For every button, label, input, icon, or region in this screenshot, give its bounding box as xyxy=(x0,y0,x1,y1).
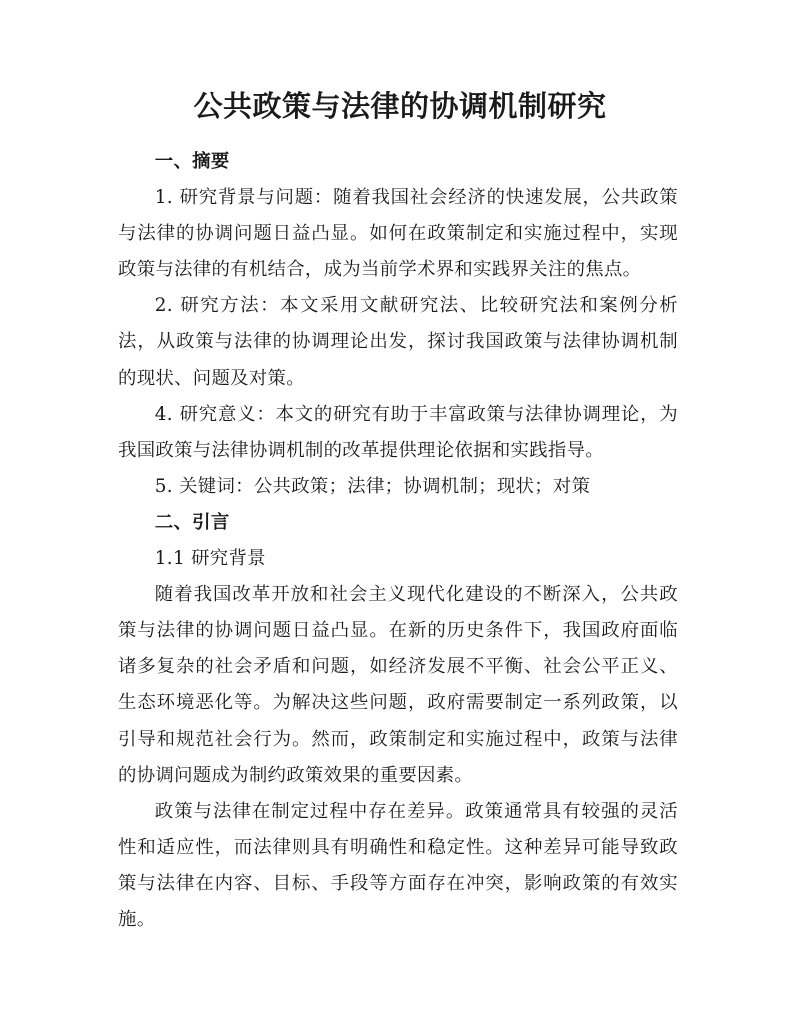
section-heading-abstract: 一、摘要 xyxy=(154,151,230,172)
document-title: 公共政策与法律的协调机制研究 xyxy=(193,89,607,123)
intro-paragraph: 随着我国改革开放和社会主义现代化建设的不断深入，公共政策与法律的协调问题日益凸显。在新的历史条件下，我国政府面临诸多复杂的社会矛盾和问题，如经济发展不平衡、社会公平正义、生态环境恶化等。为解决这些问题，政府需要制定一系列政策，以引导和规范社会行为。然而，政策制定和实施过程中，政策与法律的协调问题成为制约政策效果的重要因素。 xyxy=(118,584,678,786)
document-body xyxy=(118,144,678,938)
subsection-heading-background: 1.1 研究背景 xyxy=(154,548,266,570)
abstract-paragraph-background: 1. 研究背景与问题：随着我国社会经济的快速发展，公共政策与法律的协调问题日益凸显。如何在政策制定和实施过程中，实现政策与法律的有机结合，成为当前学术界和实践界关注的焦点。 xyxy=(118,187,678,281)
abstract-paragraph-significance: 4. 研究意义：本文的研究有助于丰富政策与法律协调理论，为我国政策与法律协调机制的改革提供理论依据和实践指导。 xyxy=(118,403,678,461)
abstract-paragraph-keywords: 5. 关键词：公共政策；法律；协调机制；现状；对策 xyxy=(154,475,591,497)
section-heading-introduction: 二、引言 xyxy=(154,511,230,533)
intro-paragraph: 政策与法律在制定过程中存在差异。政策通常具有较强的灵活性和适应性，而法律则具有明确性和稳定性。这种差异可能导致政策与法律在内容、目标、手段等方面存在冲突，影响政策的有效实施。 xyxy=(118,800,678,930)
abstract-paragraph-methods: 2. 研究方法：本文采用文献研究法、比较研究法和案例分析法，从政策与法律的协调理论出发，探讨我国政策与法律协调机制的现状、问题及对策。 xyxy=(118,295,678,389)
